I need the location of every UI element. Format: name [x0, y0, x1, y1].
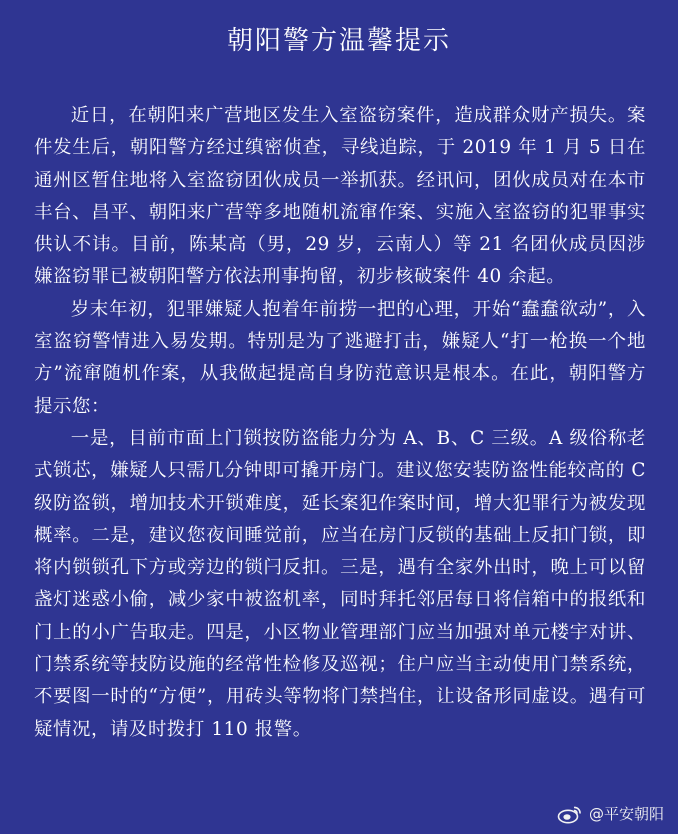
- paragraph-warning: 岁末年初，犯罪嫌疑人抱着年前捞一把的心理，开始“蠢蠢欲动”，入室盗窃警情进入易发期。特别是为了逃避打击，嫌疑人“打一枪换一个地方”流窜随机作案，从我做起提高自身防范意识是根本。在此，朝阳警方提示您：: [34, 298, 646, 417]
- notice-title: 朝阳警方温馨提示: [226, 26, 451, 56]
- notice-body: [34, 100, 646, 746]
- paragraph-tips: 一是，目前市面上门锁按防盗能力分为 A、B、C 三级。A 级俗称老式锁芯，嫌疑人只需几分钟即可撬开房门。建议您安装防盗性能较高的 C 级防盗锁，增加技术开锁难度，延长案犯作案时间，增大犯罪行为被发现概率。二是，建议您夜间睡觉前，应当在房门反锁的基础上反扣门锁，即将内锁锁孔下方或旁边的锁闩反扣。三是，遇有全家外出时，晚上可以留盏灯迷惑小偷，减少家中被盗机率，同时拜托邻居每日将信箱中的报纸和门上的小广告取走。四是，小区物业管理部门应当加强对单元楼宇对讲、门禁系统等技防设施的经常性检修及巡视；住户应当主动使用门禁系统，不要图一时的“方便”，用砖头等物将门禁挡住，让设备形同虚设。遇有可疑情况，请及时拨打 110 报警。: [34, 427, 646, 740]
- paragraph-case-report: 近日，在朝阳来广营地区发生入室盗窃案件，造成群众财产损失。案件发生后，朝阳警方经过缜密侦查，寻线追踪，于 2019 年 1 月 5 日在通州区暂住地将入室盗窃团伙成员一举抓获。经讯问，团伙成员对在本市丰台、昌平、朝阳来广营等多地随机流窜作案、实施入室盗窃的犯罪事实供认不讳。目前，陈某高（男，29 岁，云南人）等 21 名团伙成员因涉嫌盗窃罪已被朝阳警方依法刑事拘留，初步核破案件 40 余起。: [34, 105, 646, 288]
- watermark-text: @平安朝阳: [588, 805, 664, 823]
- weibo-watermark: [557, 803, 664, 824]
- weibo-icon: [557, 804, 583, 824]
